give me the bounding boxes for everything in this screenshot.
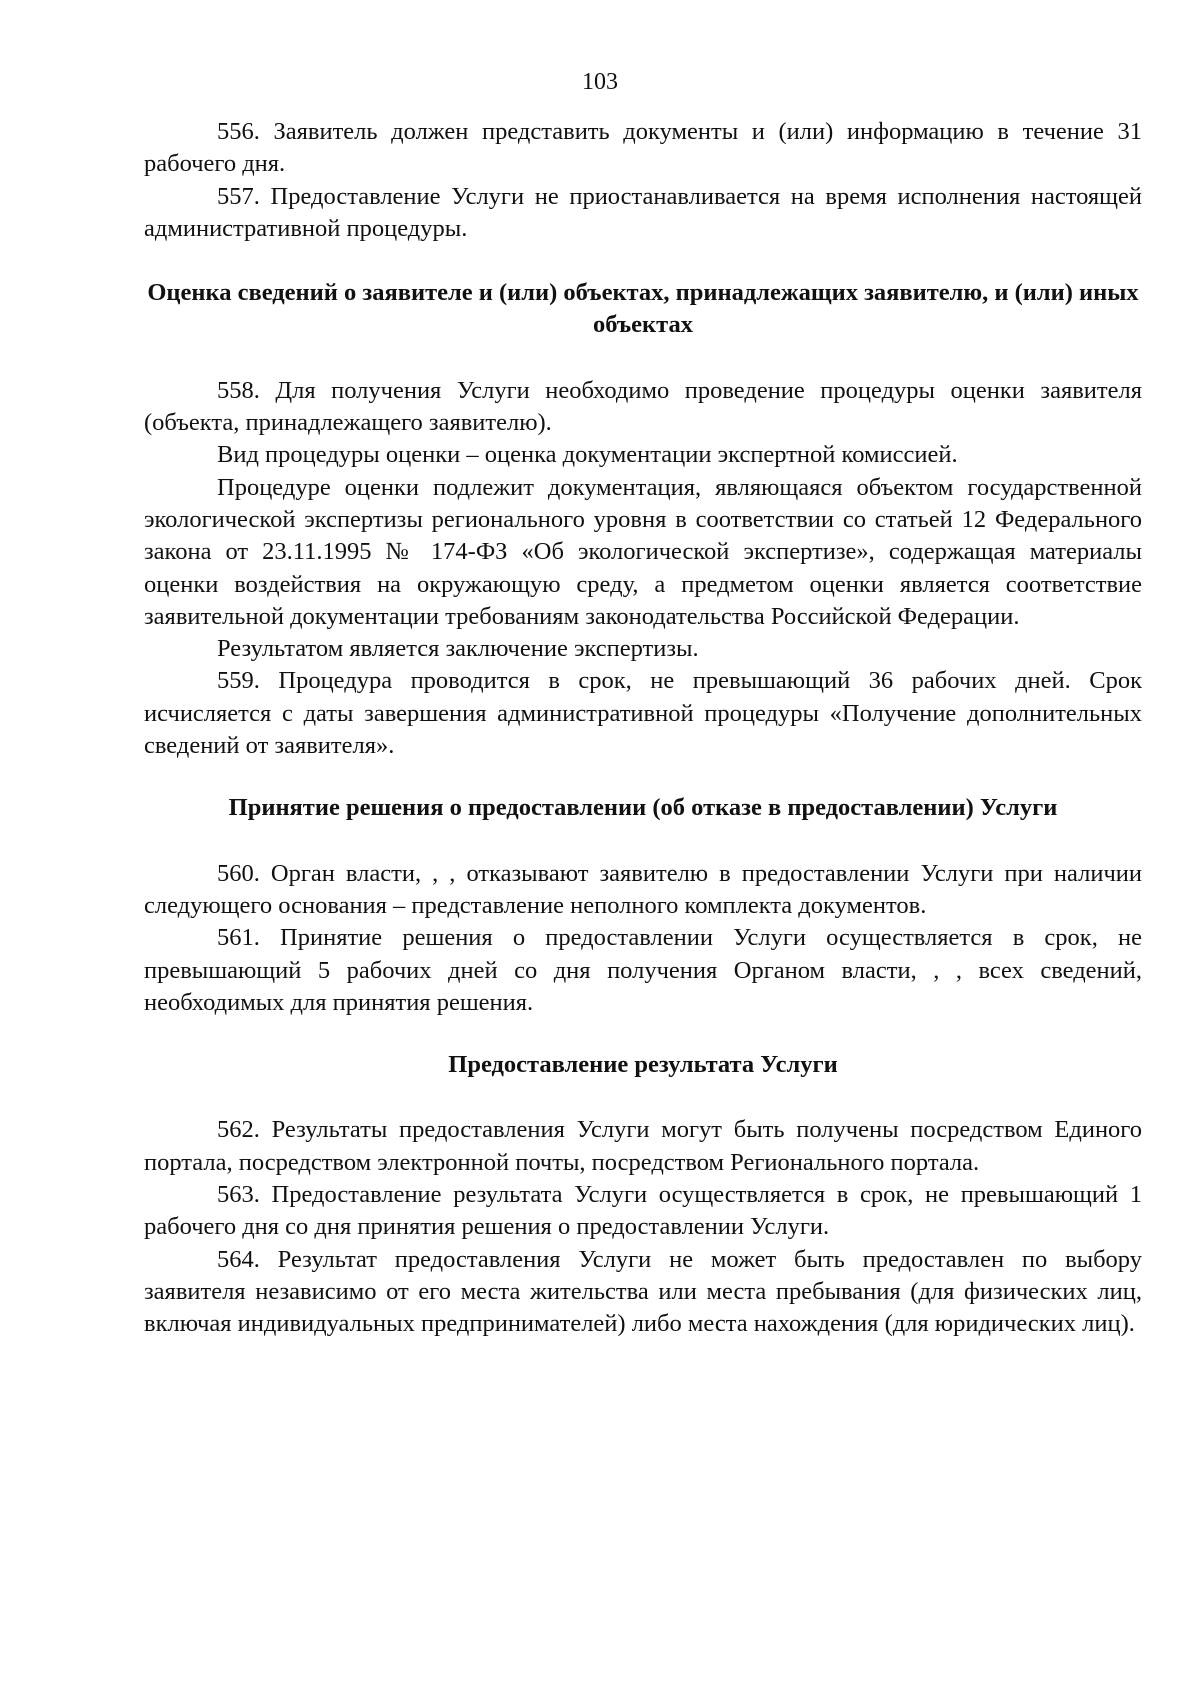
page-number: 103 [582,69,618,95]
document-body [144,116,1142,1341]
section-heading-assessment: Оценка сведений о заявителе и (или) объектах, принадлежащих заявителю, и (или) иных объектах [147,279,1139,339]
paragraph-559: 559. Процедура проводится в срок, не превышающий 36 рабочих дней. Срок исчисляется с даты завершения административной процедуры «Получение дополнительных сведений от заявителя». [144,667,1142,760]
paragraph-assessment-type: Вид процедуры оценки – оценка документации экспертной комиссией. [217,441,958,469]
section-heading-result: Предоставление результата Услуги [448,1051,838,1079]
paragraph-563: 563. Предоставление результата Услуги осуществляется в срок, не превышающий 1 рабочего дня со дня принятия решения о предоставлении Услуги. [144,1181,1142,1241]
paragraph-assessment-subject: Процедуре оценки подлежит документация, являющаяся объектом государственной экологической экспертизы регионального уровня в соответствии со статьей 12 Федерального закона от 23.11.1995 № 174-ФЗ «Об экологической экспертизе», содержащая материалы оценки воздействия на окружающую среду, а предметом оценки является соответствие заявительной документации требованиям законодательства Российской Федерации. [144,473,1142,630]
paragraph-556: 556. Заявитель должен представить документы и (или) информацию в течение 31 рабочего дня. [144,118,1142,178]
paragraph-557: 557. Предоставление Услуги не приостанавливается на время исполнения настоящей административной процедуры. [144,182,1142,242]
paragraph-558: 558. Для получения Услуги необходимо проведение процедуры оценки заявителя (объекта, принадлежащего заявителю). [144,376,1142,437]
paragraph-562: 562. Результаты предоставления Услуги могут быть получены посредством Единого портала, посредством электронной почты, посредством Регионального портала. [144,1116,1142,1176]
section-heading-decision: Принятие решения о предоставлении (об отказе в предоставлении) Услуги [228,794,1058,822]
paragraph-564: 564. Результат предоставления Услуги не может быть предоставлен по выбору заявителя независимо от его места жительства или места пребывания (для физических лиц, включая индивидуальных предпринимателей) либо места нахождения (для юридических лиц). [144,1245,1142,1338]
paragraph-561: 561. Принятие решения о предоставлении Услуги осуществляется в срок, не превышающий 5 рабочих дней со дня получения Органом власти, , , всех сведений, необходимых для принятия решения. [144,924,1142,1016]
paragraph-560: 560. Орган власти, , , отказывают заявителю в предоставлении Услуги при наличии следующего основания – представление неполного комплекта документов. [144,859,1142,919]
paragraph-assessment-result: Результатом является заключение экспертизы. [217,635,699,663]
